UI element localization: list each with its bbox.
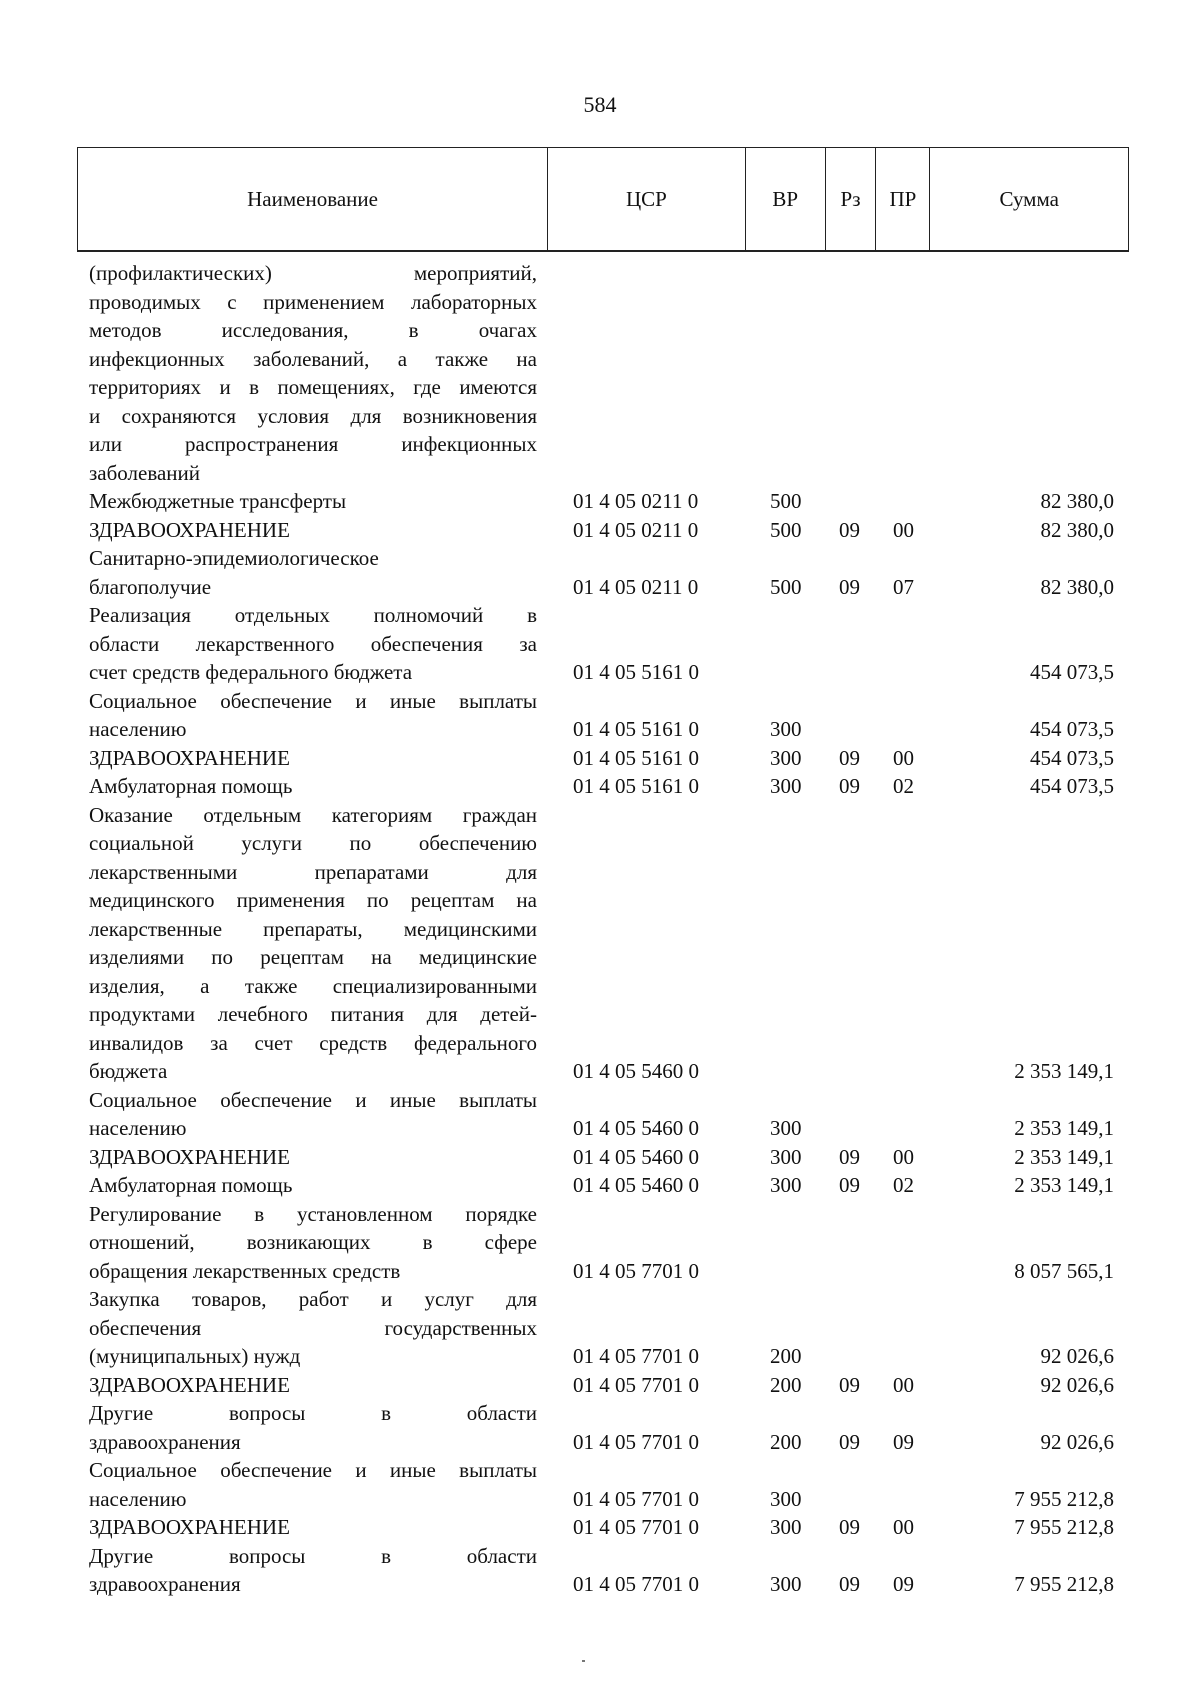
- row-vr: 300: [770, 1515, 802, 1539]
- column-header-pr: ПР: [876, 148, 930, 250]
- row-csr: 01 4 05 5161 0: [573, 774, 699, 798]
- row-sum: 92 026,6: [1040, 1344, 1114, 1368]
- table-row: [0, 687, 1200, 744]
- row-sum: 2 353 149,1: [1014, 1059, 1114, 1083]
- row-vr: 300: [770, 1173, 802, 1197]
- row-name-line: благополучие: [89, 574, 212, 599]
- row-name: [89, 687, 537, 744]
- row-name-line: Амбулаторная помощь: [89, 1173, 293, 1197]
- row-sum: 2 353 149,1: [1014, 1116, 1114, 1140]
- row-rz: 09: [839, 574, 860, 599]
- row-csr: 01 4 05 7701 0: [573, 1572, 699, 1596]
- row-pr: 07: [893, 574, 914, 599]
- row-vr: 200: [770, 1429, 802, 1454]
- row-csr: 01 4 05 5460 0: [573, 1144, 699, 1169]
- column-header-csr: ЦСР: [548, 148, 746, 250]
- row-name-line: изделиями по рецептам на медицинские: [89, 945, 537, 969]
- row-name: [89, 487, 537, 516]
- row-pr: 00: [893, 1372, 914, 1397]
- row-name: [89, 801, 537, 1086]
- row-name-line: ЗДРАВООХРАНЕНИЕ: [89, 1515, 290, 1539]
- row-rz: 09: [839, 517, 860, 542]
- row-csr: 01 4 05 7701 0: [573, 1258, 699, 1283]
- row-name-line: инфекционных заболеваний, а также на: [89, 346, 537, 371]
- row-name-line: изделия, а также специализированными: [89, 973, 537, 998]
- row-name-line: социальной услуги по обеспечению: [89, 831, 537, 855]
- row-sum: 8 057 565,1: [1014, 1258, 1114, 1283]
- row-name-line: ЗДРАВООХРАНЕНИЕ: [89, 745, 290, 770]
- row-rz: 09: [839, 1572, 860, 1596]
- row-name-line: Другие вопросы в области: [89, 1401, 537, 1425]
- row-name-line: бюджета: [89, 1059, 168, 1083]
- column-header-sum: Сумма: [999, 186, 1059, 211]
- table-row: [0, 744, 1200, 773]
- table-header: [77, 147, 1129, 252]
- row-name: [89, 1285, 537, 1371]
- row-csr: 01 4 05 5460 0: [573, 1059, 699, 1083]
- row-name: [89, 1200, 537, 1286]
- row-pr: 00: [893, 1144, 914, 1169]
- row-csr: 01 4 05 5161 0: [573, 660, 699, 684]
- row-sum: 2 353 149,1: [1014, 1173, 1114, 1197]
- table-row: [0, 1456, 1200, 1513]
- row-vr: 500: [770, 574, 802, 599]
- row-name-line: Межбюджетные трансферты: [89, 489, 347, 513]
- row-vr: 300: [770, 717, 802, 741]
- row-sum: 454 073,5: [1030, 774, 1114, 798]
- table-row: [0, 1171, 1200, 1200]
- row-name: [89, 1542, 537, 1599]
- row-name-line: обращения лекарственных средств: [89, 1258, 401, 1283]
- row-pr: 09: [893, 1572, 914, 1596]
- table-row: [0, 601, 1200, 687]
- row-sum: 454 073,5: [1030, 745, 1114, 770]
- row-name-line: здравоохранения: [89, 1572, 241, 1596]
- row-sum: 454 073,5: [1030, 660, 1114, 684]
- row-name: [89, 1456, 537, 1513]
- row-csr: 01 4 05 0211 0: [573, 574, 699, 599]
- table-row: [0, 1143, 1200, 1172]
- row-csr: 01 4 05 7701 0: [573, 1486, 699, 1511]
- row-pr: 00: [893, 1515, 914, 1539]
- table-row: [0, 487, 1200, 516]
- row-sum: 7 955 212,8: [1014, 1486, 1114, 1511]
- row-name-line: продуктами лечебного питания для детей-: [89, 1002, 537, 1026]
- row-vr: 300: [770, 774, 802, 798]
- page-number: 584: [583, 92, 617, 117]
- row-name-line: (муниципальных) нужд: [89, 1344, 301, 1368]
- row-name: [89, 259, 537, 487]
- row-vr: 300: [770, 1572, 802, 1596]
- row-name: [89, 1143, 537, 1172]
- row-csr: 01 4 05 5161 0: [573, 717, 699, 741]
- row-name-line: инвалидов за счет средств федерального: [89, 1030, 537, 1055]
- column-header-rz: Рз: [826, 148, 877, 250]
- row-vr: 200: [770, 1344, 802, 1368]
- row-csr: 01 4 05 0211 0: [573, 489, 699, 513]
- row-csr: 01 4 05 7701 0: [573, 1515, 699, 1539]
- row-name-line: Регулирование в установленном порядке: [89, 1201, 537, 1226]
- row-vr: 300: [770, 1486, 802, 1511]
- row-name-line: Реализация отдельных полномочий в: [89, 603, 537, 627]
- table-row: [0, 259, 1200, 487]
- table-row: [0, 801, 1200, 1086]
- row-vr: 500: [770, 489, 802, 513]
- row-sum: 7 955 212,8: [1014, 1515, 1114, 1539]
- row-vr: 300: [770, 1116, 802, 1140]
- table-row: [0, 1200, 1200, 1286]
- column-header-name: Наименование: [78, 148, 548, 250]
- table-row: [0, 516, 1200, 545]
- row-sum: 7 955 212,8: [1014, 1572, 1114, 1596]
- table-row: [0, 1399, 1200, 1456]
- row-name: [89, 1371, 537, 1400]
- row-name: [89, 1171, 537, 1200]
- row-name-line: Санитарно-эпидемиологическое: [89, 546, 379, 570]
- row-name-line: проводимых с применением лабораторных: [89, 289, 537, 314]
- column-header-vr: ВР: [746, 148, 826, 250]
- row-name: [89, 1086, 537, 1143]
- table-row: [0, 1371, 1200, 1400]
- row-pr: 00: [893, 517, 914, 542]
- table-body: [0, 259, 1200, 1599]
- row-sum: 92 026,6: [1040, 1429, 1114, 1454]
- row-name-line: ЗДРАВООХРАНЕНИЕ: [89, 1144, 290, 1169]
- row-name-line: населению: [89, 1486, 187, 1511]
- row-sum: 454 073,5: [1030, 717, 1114, 741]
- row-rz: 09: [839, 1173, 860, 1197]
- row-rz: 09: [839, 1144, 860, 1169]
- row-name-line: Социальное обеспечение и иные выплаты: [89, 1458, 537, 1482]
- row-csr: 01 4 05 0211 0: [573, 517, 699, 542]
- row-name-line: или распространения инфекционных: [89, 432, 537, 456]
- row-name: [89, 1513, 537, 1542]
- row-rz: 09: [839, 1372, 860, 1397]
- row-name-line: отношений, возникающих в сфере: [89, 1230, 537, 1254]
- row-vr: 300: [770, 745, 802, 770]
- row-name-line: населению: [89, 1116, 187, 1140]
- row-name-line: области лекарственного обеспечения за: [89, 631, 537, 656]
- row-name-line: Социальное обеспечение и иные выплаты: [89, 1087, 537, 1112]
- row-name-line: здравоохранения: [89, 1429, 241, 1454]
- row-rz: 09: [839, 1515, 860, 1539]
- row-name-line: и сохраняются условия для возникновения: [89, 403, 537, 428]
- row-name-line: ЗДРАВООХРАНЕНИЕ: [89, 517, 290, 542]
- row-vr: 300: [770, 1144, 802, 1169]
- table-row: [0, 1285, 1200, 1371]
- row-name-line: счет средств федерального бюджета: [89, 660, 413, 684]
- row-name-line: лекарственные препараты, медицинскими: [89, 916, 537, 941]
- row-csr: 01 4 05 5460 0: [573, 1116, 699, 1140]
- row-vr: 500: [770, 517, 802, 542]
- row-csr: 01 4 05 7701 0: [573, 1344, 699, 1368]
- row-name-line: территориях и в помещениях, где имеются: [89, 375, 537, 399]
- row-name-line: Амбулаторная помощь: [89, 774, 293, 798]
- scan-speck: [582, 1660, 585, 1662]
- row-name: [89, 772, 537, 801]
- row-sum: 2 353 149,1: [1014, 1144, 1114, 1169]
- table-row: [0, 1086, 1200, 1143]
- row-rz: 09: [839, 1429, 860, 1454]
- row-pr: 00: [893, 745, 914, 770]
- row-csr: 01 4 05 5161 0: [573, 745, 699, 770]
- row-pr: 02: [893, 1173, 914, 1197]
- row-sum: 92 026,6: [1040, 1372, 1114, 1397]
- row-name: [89, 544, 537, 601]
- row-csr: 01 4 05 7701 0: [573, 1372, 699, 1397]
- table-row: [0, 772, 1200, 801]
- row-name-line: (профилактических) мероприятий,: [89, 261, 537, 285]
- row-name: [89, 516, 537, 545]
- row-pr: 02: [893, 774, 914, 798]
- row-name: [89, 601, 537, 687]
- row-name-line: Оказание отдельным категориям граждан: [89, 802, 537, 827]
- row-name-line: населению: [89, 717, 187, 741]
- row-rz: 09: [839, 774, 860, 798]
- row-csr: 01 4 05 5460 0: [573, 1173, 699, 1197]
- row-sum: 82 380,0: [1040, 574, 1114, 599]
- row-vr: 200: [770, 1372, 802, 1397]
- row-name-line: обеспечения государственных: [89, 1315, 537, 1340]
- table-row: [0, 1542, 1200, 1599]
- row-name-line: ЗДРАВООХРАНЕНИЕ: [89, 1372, 290, 1397]
- row-rz: 09: [839, 745, 860, 770]
- row-name-line: медицинского применения по рецептам на: [89, 888, 537, 912]
- row-name: [89, 744, 537, 773]
- row-name-line: лекарственными препаратами для: [89, 859, 537, 884]
- row-name: [89, 1399, 537, 1456]
- row-name-line: Другие вопросы в области: [89, 1543, 537, 1568]
- row-name-line: заболеваний: [89, 460, 200, 485]
- row-name-line: методов исследования, в очагах: [89, 318, 537, 342]
- row-name-line: Социальное обеспечение и иные выплаты: [89, 688, 537, 713]
- row-sum: 82 380,0: [1040, 517, 1114, 542]
- table-row: [0, 544, 1200, 601]
- row-name-line: Закупка товаров, работ и услуг для: [89, 1287, 537, 1311]
- row-sum: 82 380,0: [1040, 489, 1114, 513]
- row-csr: 01 4 05 7701 0: [573, 1429, 699, 1454]
- row-pr: 09: [893, 1429, 914, 1454]
- table-row: [0, 1513, 1200, 1542]
